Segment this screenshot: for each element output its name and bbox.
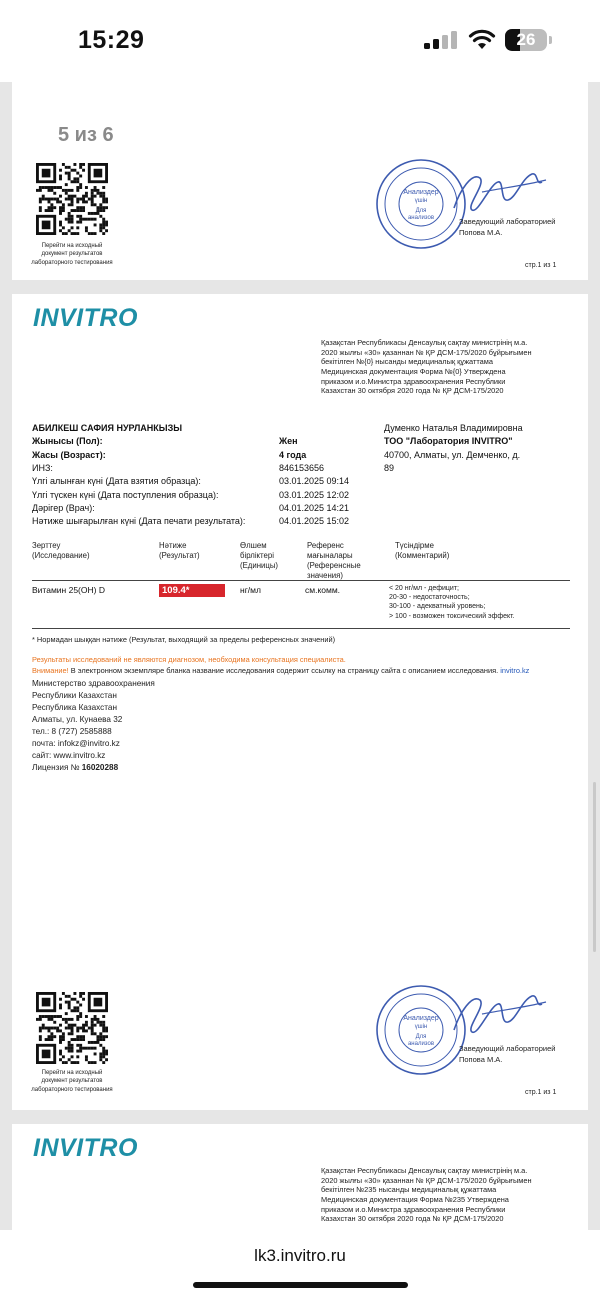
qr-caption: Перейти на исходный документ результатов лабораторного тестирования: [31, 243, 113, 266]
status-time: 15:29: [78, 26, 145, 54]
battery-icon: [505, 29, 547, 51]
svg-text:Анализдер: Анализдер: [403, 189, 439, 196]
signature-icon: [442, 160, 552, 222]
url-text[interactable]: lk3.invitro.ru: [254, 1246, 346, 1265]
svg-text:Для: Для: [415, 1034, 427, 1040]
invitro-link[interactable]: invitro.kz: [500, 666, 530, 675]
col-reference: Референс мағыналары (Референсные значения): [307, 541, 361, 581]
lab-name: ТОО "Лаборатория INVITRO": [384, 436, 513, 447]
table-bottom-divider: [32, 628, 570, 629]
document-viewer[interactable]: [0, 82, 600, 1230]
invitro-logo: INVITRO: [33, 1134, 138, 1162]
result-units: нг/мл: [240, 585, 261, 595]
wifi-icon: [468, 28, 496, 50]
svg-text:үшін: үшін: [414, 1024, 428, 1030]
diagnosis-warning: Результаты исследований не являются диагнозом, необходима консультация специалиста.: [32, 655, 346, 664]
status-bar: [0, 0, 600, 82]
battery-tip: [549, 36, 552, 44]
qr-code-icon[interactable]: [36, 992, 108, 1064]
page-counter: 5 из 6: [58, 124, 114, 146]
lab-info: Думенко Наталья Владимировна ТОО "Лаборатория INVITRO" 40700, Алматы, ул. Демченко, д. 89: [384, 422, 574, 475]
ministry-info: Министерство здравоохранения Республики Казахстан Республика Казахстан Алматы, ул. Кунаева 32 тел.: 8 (727) 2585888 почта: infokz@invitro.kz сайт: www.invitro.kz Лицензия № 16020288: [32, 679, 155, 772]
result-comment: < 20 нг/мл - дефицит; 20-30 - недостаточность; 30-100 - адекватный уровень; > 100 - возможен токсический эффект.: [389, 585, 515, 620]
doctor-name: Думенко Наталья Владимировна: [384, 423, 523, 433]
signature-icon: [442, 982, 552, 1044]
patient-name: АБИЛКЕШ САФИЯ НУРЛАНКЫЗЫ: [32, 423, 183, 433]
browser-url-bar[interactable]: [0, 1230, 600, 1300]
document-page-previous: [12, 82, 588, 280]
result-value: 109.4*: [159, 584, 225, 597]
footnote: * Нормадан шыққан нәтиже (Результат, выходящий за пределы референсных значений): [32, 635, 336, 644]
head-of-lab: Заведующий лабораторией Попова М.А.: [459, 217, 556, 237]
home-indicator[interactable]: [193, 1282, 408, 1288]
svg-text:анализов: анализов: [407, 215, 435, 221]
invitro-logo: INVITRO: [33, 304, 138, 332]
col-test: Зерттеу (Исследование): [32, 541, 90, 561]
page-number: стр.1 из 1: [525, 1089, 557, 1096]
svg-text:Анализдер: Анализдер: [403, 1015, 439, 1022]
head-of-lab: Заведующий лабораторией Попова М.А.: [459, 1044, 556, 1064]
page-number: стр.1 из 1: [525, 262, 557, 269]
legal-header: Қазақстан Республикасы Денсаулық сақтау министрінің м.а. 2020 жылғы «30» қазаннан № ҚР ДСМ-175/2020 бұйрығымен бекітілген №{0} нысанды медициналық құжаттама Медицинская документация Форма №{0} Утверждена приказом и.о.Министра здравоохранения Республики Казахстан 30 октября 2020 года № ҚР ДСМ-175/2020: [321, 338, 532, 396]
col-units: Өлшем бірліктері (Единицы): [240, 541, 279, 571]
qr-code-icon[interactable]: [36, 163, 108, 235]
attention-note: Внимание! В электронном экземпляре бланка название исследования содержит ссылку на страницу сайта с описанием исследования. invitro.kz: [32, 666, 530, 675]
legal-header: Қазақстан Республикасы Денсаулық сақтау министрінің м.а. 2020 жылғы «30» қазаннан № ҚР ДСМ-175/2020 бұйрығымен бекітілген №235 нысанды медициналық құжаттама Медицинская документация Форма №235 Утверждена приказом и.о.Министра здравоохранения Республики Казахстан 30 октября 2020 года № ҚР ДСМ-175/2020: [321, 1166, 532, 1224]
test-name[interactable]: Витамин 25(OH) D: [32, 585, 105, 595]
col-result: Нәтиже (Результат): [159, 541, 200, 561]
patient-labels: АБИЛКЕШ САФИЯ НУРЛАНКЫЗЫ Жынысы (Пол): Жасы (Возраст): ИНЗ: Үлгі алынған күні (Дата взятия образца): Үлгі түскен күні (Дата поступления образца): Дәрігер (Врач): Нәтиже шығарылған күні (Дата печати результата):: [32, 422, 292, 529]
document-page-report: [12, 294, 588, 1110]
reference-value: см.комм.: [305, 585, 341, 595]
svg-text:Для: Для: [415, 208, 427, 214]
col-comment: Түсіндірме (Комментарий): [395, 541, 450, 561]
qr-caption: Перейти на исходный документ результатов лабораторного тестирования: [31, 1070, 113, 1093]
svg-text:анализов: анализов: [407, 1041, 435, 1047]
table-header-divider: [32, 580, 570, 581]
svg-text:үшін: үшін: [414, 198, 428, 204]
cellular-signal-icon: [424, 31, 458, 49]
document-page-next: [12, 1124, 588, 1230]
battery-level: 26: [516, 30, 536, 49]
scrollbar[interactable]: [593, 782, 596, 952]
patient-values: Жен 4 года 846153656 03.01.2025 09:14 03.01.2025 12:02 04.01.2025 14:21 04.01.2025 15:02: [279, 436, 350, 527]
